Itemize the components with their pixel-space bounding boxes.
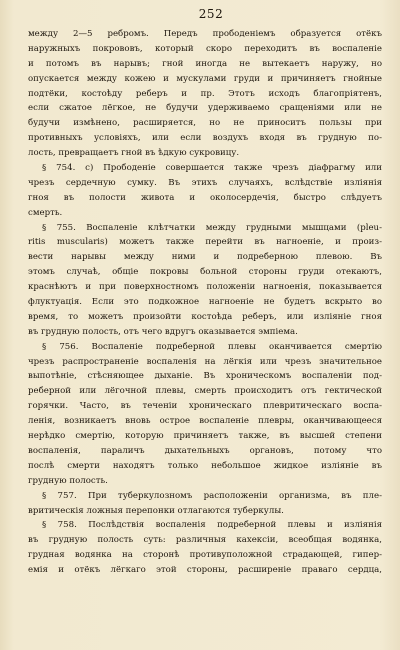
page-number: 252 (198, 7, 224, 21)
text-line: въ грудную полость, отъ чего вдругъ оказывается эмпiема. (28, 326, 298, 337)
text-line: § 754. с) Прободенiе совершается также чрезъ дiафрагму или (42, 163, 382, 174)
text-line: гноя въ полости живота и околосердечiя, быстро слѣдуетъ (28, 192, 382, 203)
text-line: наружныхъ покрововъ, который скоро переходитъ въ воспаленiе (28, 43, 382, 54)
text-line: емiя и отёкъ лёгкаго этой стороны, расширенiе праваго сердца, (28, 565, 382, 576)
text-line: между 2—5 ребромъ. Передъ прободенiемъ образуется отёкъ (28, 29, 382, 39)
text-line: ленiя, возникаетъ вновь острое воспаленiе плевры, оканчивающееся (28, 416, 382, 427)
text-line: лость, превращаетъ гной въ ѣдкую сукровицу. (28, 148, 240, 159)
text-line: выпотѣнiе, стѣсняющее дыханiе. Въ хроническомъ воспаленiи под- (28, 371, 382, 382)
text-line: вритическiя ложныя перепонки отлагаются туберкулы. (28, 505, 284, 516)
text-line: грудная водянка на сторонѣ противуположной страдающей, гипер- (28, 550, 382, 561)
text-line: чрезъ сердечную сумку. Въ этихъ случаяхъ, вслѣдствiе изліянія (28, 177, 382, 188)
text-line: послѣ смерти находятъ только небольшое жидкое изліянiе въ (28, 460, 382, 471)
text-line: флуктуацiя. Если это подкожное нагноенiе не будетъ вскрыто во (28, 297, 382, 308)
text-line: будучи измѣнено, расширяется, но не приноситъ пользы при (28, 118, 382, 129)
text-line: если сжатое лёгкое, не будучи удерживаемо сращенiями или не (28, 103, 382, 114)
text-line: нерѣдко смертiю, которую причиняетъ также, въ высшей степени (28, 431, 382, 442)
text-line: воспаленiя, параличъ дыхательныхъ органовъ, потому что (28, 445, 382, 456)
text-body (28, 27, 382, 578)
text-line: и потомъ въ нарывъ; гной иногда не вытекаетъ наружу, но (28, 58, 382, 69)
text-line: краснѣютъ и при поверхностномъ положенiи нагноенiя, показывается (28, 282, 382, 293)
text-line: § 758. Послѣдствiя воспаленiя подреберной плевы и изліянiя (42, 520, 382, 531)
text-line: ritis muscularis) можетъ также перейти въ нагноенiе, и произ- (28, 237, 382, 248)
text-line: вести нарывы между ними и подреберною плевою. Въ (28, 252, 382, 263)
text-line: этомъ случаѣ, общiе покровы больной стороны груди отекаютъ, (28, 267, 382, 278)
text-line: § 757. При туберкулозномъ расположенiи организма, въ пле- (42, 490, 382, 501)
text-line: § 756. Воспаленiе подреберной плевы оканчивается смертiю (42, 341, 382, 352)
text-line: § 755. Воспаленiе клѣтчатки между грудными мышцами (pleu- (42, 222, 382, 233)
text-line: смерть. (28, 207, 63, 218)
text-line: подтёки, костоѣду реберъ и пр. Этотъ исходъ благопрiятенъ, (28, 88, 382, 99)
text-line: реберной или лёгочной плевы, смерть происходитъ отъ гектической (28, 386, 382, 397)
text-line: опускается между кожею и мускулами груди и причиняетъ гнойные (28, 73, 382, 84)
text-line: противныхъ условiяхъ, или если воздухъ входя въ грудную по- (28, 133, 382, 144)
text-line: время, то можетъ произойти костоѣда реберъ, или изліянiе гноя (28, 311, 382, 322)
text-line: грудную полость. (28, 475, 108, 486)
text-line: чрезъ распространенiе воспаленiя на лёгкiя или чрезъ значительное (28, 356, 382, 367)
text-line: въ грудную полость суть: различныя кахексiи, всеобщая водянка, (28, 535, 382, 546)
text-line: горячки. Часто, въ теченiи хроническаго плевритическаго воспа- (28, 401, 382, 412)
